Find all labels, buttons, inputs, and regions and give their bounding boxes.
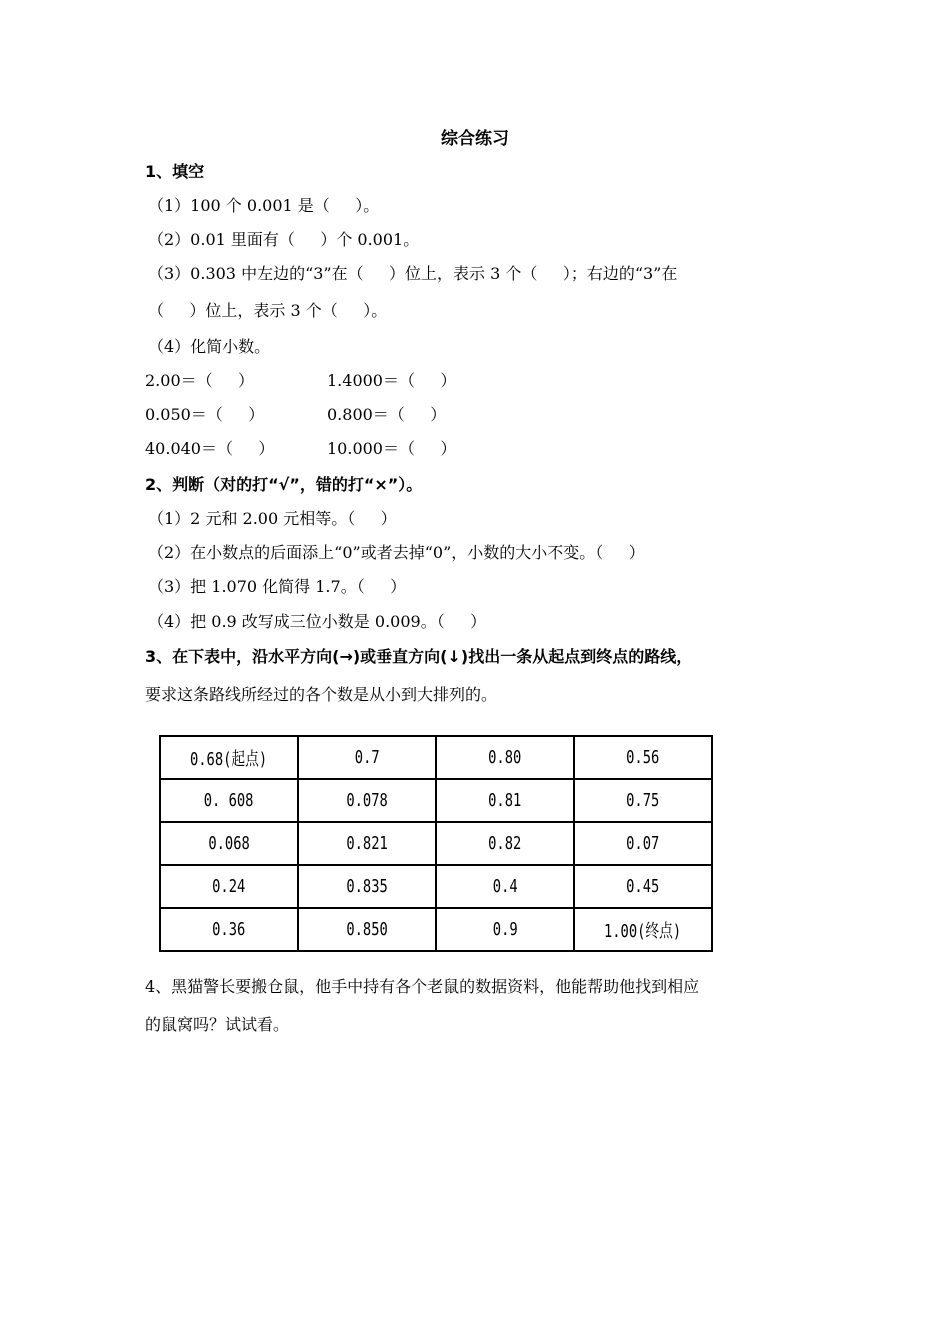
simplify-item: 10.000＝（ ） (327, 439, 457, 458)
simplify-item: 0.050＝（ ） (145, 405, 265, 424)
simplify-item: 2.00＝（ ） (145, 371, 255, 390)
q1-item: （3）0.303 中左边的“3”在（ ）位上，表示 3 个（ ）；右边的“3”在 (148, 264, 678, 283)
q1-item: （4）化简小数。 (148, 337, 271, 356)
simplify-item: 40.040＝（ ） (145, 439, 275, 458)
number-grid (159, 735, 713, 952)
q1-heading: 1、填空 (145, 162, 205, 181)
q4-text-cont: 的鼠窝吗？试试看。 (145, 1015, 290, 1034)
q1-item: （1）100 个 0.001 是（ ）。 (148, 196, 380, 215)
grid-cell: 0.82 (446, 822, 563, 865)
q2-item: （1）2 元和 2.00 元相等。（ ） (148, 509, 397, 528)
grid-cell: 0.850 (308, 908, 425, 951)
grid-cell: 0.7 (308, 736, 425, 779)
q3-heading: 3、在下表中，沿水平方向(→)或垂直方向(↓)找出一条从起点到终点的路线， (145, 647, 693, 666)
grid-cell: 0.81 (446, 779, 563, 822)
grid-cell: 0. 608 (170, 779, 287, 822)
q2-item: （3）把 1.070 化简得 1.7。（ ） (148, 577, 407, 596)
grid-cell: 0.9 (446, 908, 563, 951)
grid-cell: 0.75 (584, 779, 701, 822)
grid-cell: 0.07 (584, 822, 701, 865)
simplify-item: 1.4000＝（ ） (327, 371, 457, 390)
grid-cell: 0.68(起点) (170, 736, 287, 779)
q4-text: 4、黑猫警长要搬仓鼠，他手中持有各个老鼠的数据资料，他能帮助他找到相应 (145, 977, 700, 996)
q2-item: （2）在小数点的后面添上“0”或者去掉“0”，小数的大小不变。（ ） (148, 543, 645, 562)
q3-heading-cont: 要求这条路线所经过的各个数是从小到大排列的。 (145, 685, 498, 704)
q1-item: （ ）位上，表示 3 个（ ）。 (148, 301, 388, 320)
q2-heading: 2、判断（对的打“√”，错的打“×”）。 (145, 475, 423, 494)
grid-cell: 0.078 (308, 779, 425, 822)
grid-cell: 0.36 (170, 908, 287, 951)
simplify-item: 0.800＝（ ） (327, 405, 447, 424)
grid-cell: 0.821 (308, 822, 425, 865)
q1-item: （2）0.01 里面有（ ）个 0.001。 (148, 230, 420, 249)
grid-cell: 0.24 (170, 865, 287, 908)
grid-cell: 0.835 (308, 865, 425, 908)
grid-cell: 0.45 (584, 865, 701, 908)
grid-cell: 0.068 (170, 822, 287, 865)
grid-cell: 1.00(终点) (584, 908, 701, 951)
page-title: 综合练习 (441, 129, 509, 149)
q2-item: （4）把 0.9 改写成三位小数是 0.009。（ ） (148, 612, 487, 631)
grid-cell: 0.4 (446, 865, 563, 908)
grid-cell: 0.56 (584, 736, 701, 779)
grid-cell: 0.80 (446, 736, 563, 779)
